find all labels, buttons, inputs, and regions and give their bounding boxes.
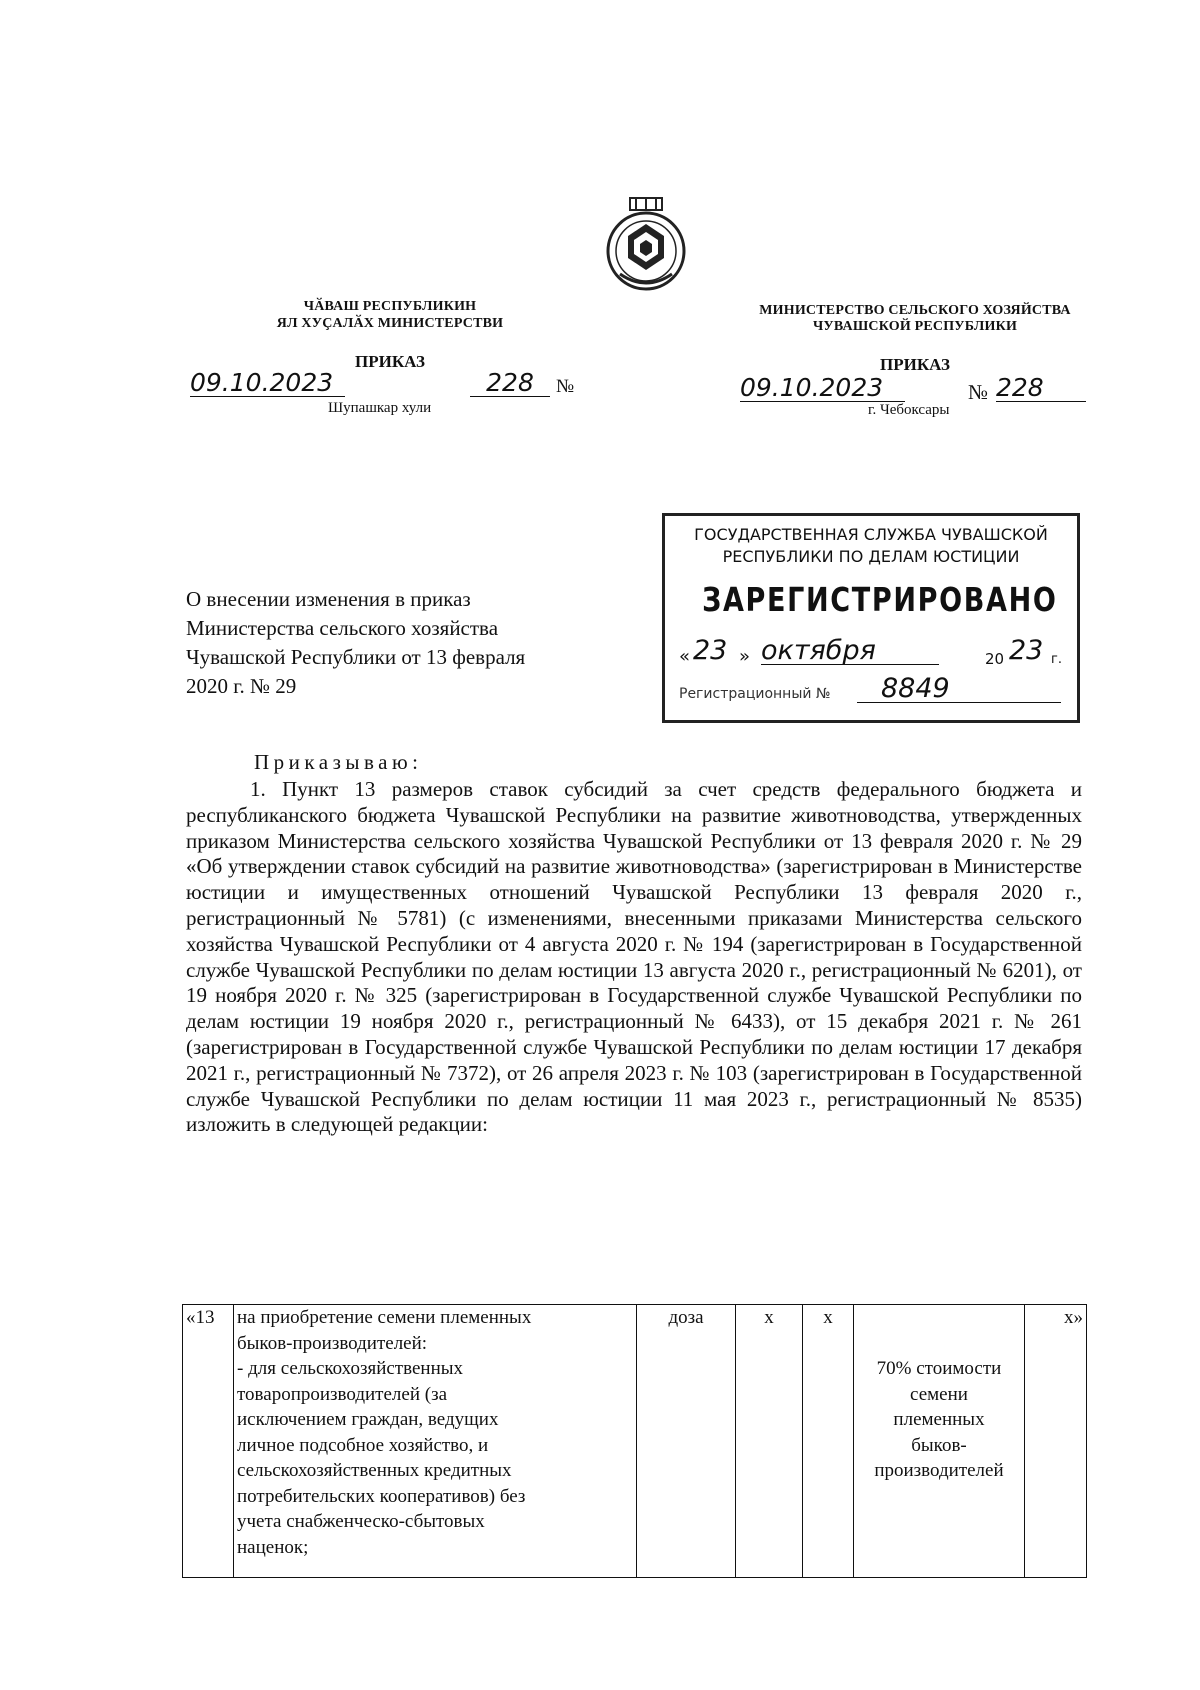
- rate-line: 70% стоимости: [876, 1358, 1002, 1379]
- right-number-sign: №: [968, 380, 989, 404]
- cell-last: х»: [1025, 1305, 1087, 1578]
- cell-col3: х: [736, 1305, 803, 1578]
- right-order-number: 228: [996, 375, 1086, 402]
- title-line2: Министерства сельского хозяйства: [186, 616, 499, 640]
- rate-line: племенных: [893, 1409, 985, 1430]
- stamp-registered: ЗАРЕГИСТРИРОВАНО: [702, 580, 1058, 619]
- cell-description: [234, 1305, 637, 1578]
- desc-line: учета снабженческо-сбытовых: [237, 1511, 485, 1532]
- rates-table: [182, 1304, 1087, 1578]
- stamp-quote-open: «: [679, 646, 691, 667]
- stamp-line2: РЕСПУБЛИКИ ПО ДЕЛАМ ЮСТИЦИИ: [722, 547, 1020, 566]
- left-order-number: 228: [470, 370, 550, 397]
- stamp-reg-number: 8849: [857, 676, 1061, 703]
- rate-line: производителей: [874, 1460, 1004, 1481]
- right-city: г. Чебоксары: [868, 402, 950, 418]
- cell-rate: [854, 1305, 1025, 1578]
- rate-line: семени: [910, 1383, 968, 1405]
- order-title: [186, 585, 626, 701]
- cell-num: «13: [183, 1305, 234, 1578]
- desc-line: - для сельскохозяйственных: [237, 1358, 464, 1379]
- desc-line: быков-производителей:: [237, 1332, 428, 1354]
- desc-line: исключением граждан, ведущих: [237, 1409, 499, 1430]
- right-org-line2: ЧУВАШСКОЙ РЕСПУБЛИКИ: [812, 319, 1018, 334]
- cell-col4: х: [803, 1305, 854, 1578]
- desc-line: наценок;: [237, 1536, 309, 1558]
- stamp-year-suffix: г.: [1051, 652, 1062, 667]
- desc-line: товаропроизводителей (за: [237, 1383, 448, 1405]
- desc-line: сельскохозяйственных кредитных: [237, 1460, 512, 1481]
- body-paragraph: 1. Пункт 13 размеров ставок субсидий за счет средств федерального бюджета и республиканского бюджета Чувашской Республики на развитие животноводства, утвержденных приказом Министерства сельского хозяйства Чувашской Республики от 13 февраля 2020 г. № 29 «Об утверждении ставок субсидий на развитие животноводства» (зарегистрирован в Министерстве юстиции и имущественных отношений Чувашской Республики 13 февраля 2020 г., регистрационный № 5781) (с изменениями, внесенными приказами Министерства сельского хозяйства Чувашской Республики от 4 августа 2020 г. № 194 (зарегистрирован в Государственной службе Чувашской Республики по делам юстиции 13 августа 2020 г., регистрационный № 6201), от 19 ноября 2020 г. № 325 (зарегистрирован в Государственной службе Чувашской Республики по делам юстиции 19 ноября 2020 г., регистрационный № 6433), от 15 декабря 2021 г. № 261 (зарегистрирован в Государственной службе Чувашской Республики по делам юстиции 17 декабря 2021 г., регистрационный № 7372), от 26 апреля 2023 г. № 103 (зарегистрирован в Государственной службе Чувашской Республики по делам юстиции 11 мая 2023 г., регистрационный № 8535) изложить в следующей редакции:: [186, 777, 1082, 1137]
- cell-unit: доза: [637, 1305, 736, 1578]
- desc-line: потребительских кооперативов) без: [237, 1485, 526, 1507]
- table-row: [183, 1305, 1087, 1578]
- left-prikaz-heading: ПРИКАЗ: [355, 352, 425, 371]
- left-city: Шупашкар хули: [328, 400, 432, 416]
- title-line3: Чувашской Республики от 13 февраля: [186, 645, 526, 669]
- left-number-sign: №: [556, 376, 575, 397]
- stamp-day: 23: [693, 635, 728, 666]
- left-org-line2: ЯЛ ХУҪАЛӐХ МИНИСТЕРСТВИ: [276, 316, 504, 331]
- left-org-line1: ЧӐВАШ РЕСПУБЛИКИН: [303, 299, 477, 314]
- stamp-year-prefix: 20: [985, 650, 1005, 668]
- title-line1: О внесении изменения в приказ: [186, 587, 471, 611]
- order-word: Приказываю:: [254, 750, 423, 774]
- rate-line: быков-: [911, 1434, 967, 1456]
- desc-line: личное подсобное хозяйство, и: [237, 1434, 489, 1456]
- registration-stamp: [662, 513, 1080, 723]
- right-prikaz-heading: ПРИКАЗ: [880, 355, 950, 374]
- stamp-year: 23: [1009, 635, 1044, 666]
- right-order-date: 09.10.2023: [740, 375, 905, 402]
- stamp-line1: ГОСУДАРСТВЕННАЯ СЛУЖБА ЧУВАШСКОЙ: [694, 525, 1048, 544]
- stamp-reg-label: Регистрационный №: [679, 686, 831, 702]
- title-line4: 2020 г. № 29: [186, 674, 297, 698]
- left-order-date: 09.10.2023: [190, 370, 345, 397]
- desc-line: на приобретение семени племенных: [237, 1307, 532, 1328]
- right-org-line1: МИНИСТЕРСТВО СЕЛЬСКОГО ХОЗЯЙСТВА: [759, 303, 1071, 318]
- coat-of-arms-emblem: [600, 196, 692, 294]
- stamp-quote-close: »: [739, 646, 751, 667]
- stamp-month: октября: [761, 638, 939, 665]
- stamp-date-row: [679, 635, 1069, 672]
